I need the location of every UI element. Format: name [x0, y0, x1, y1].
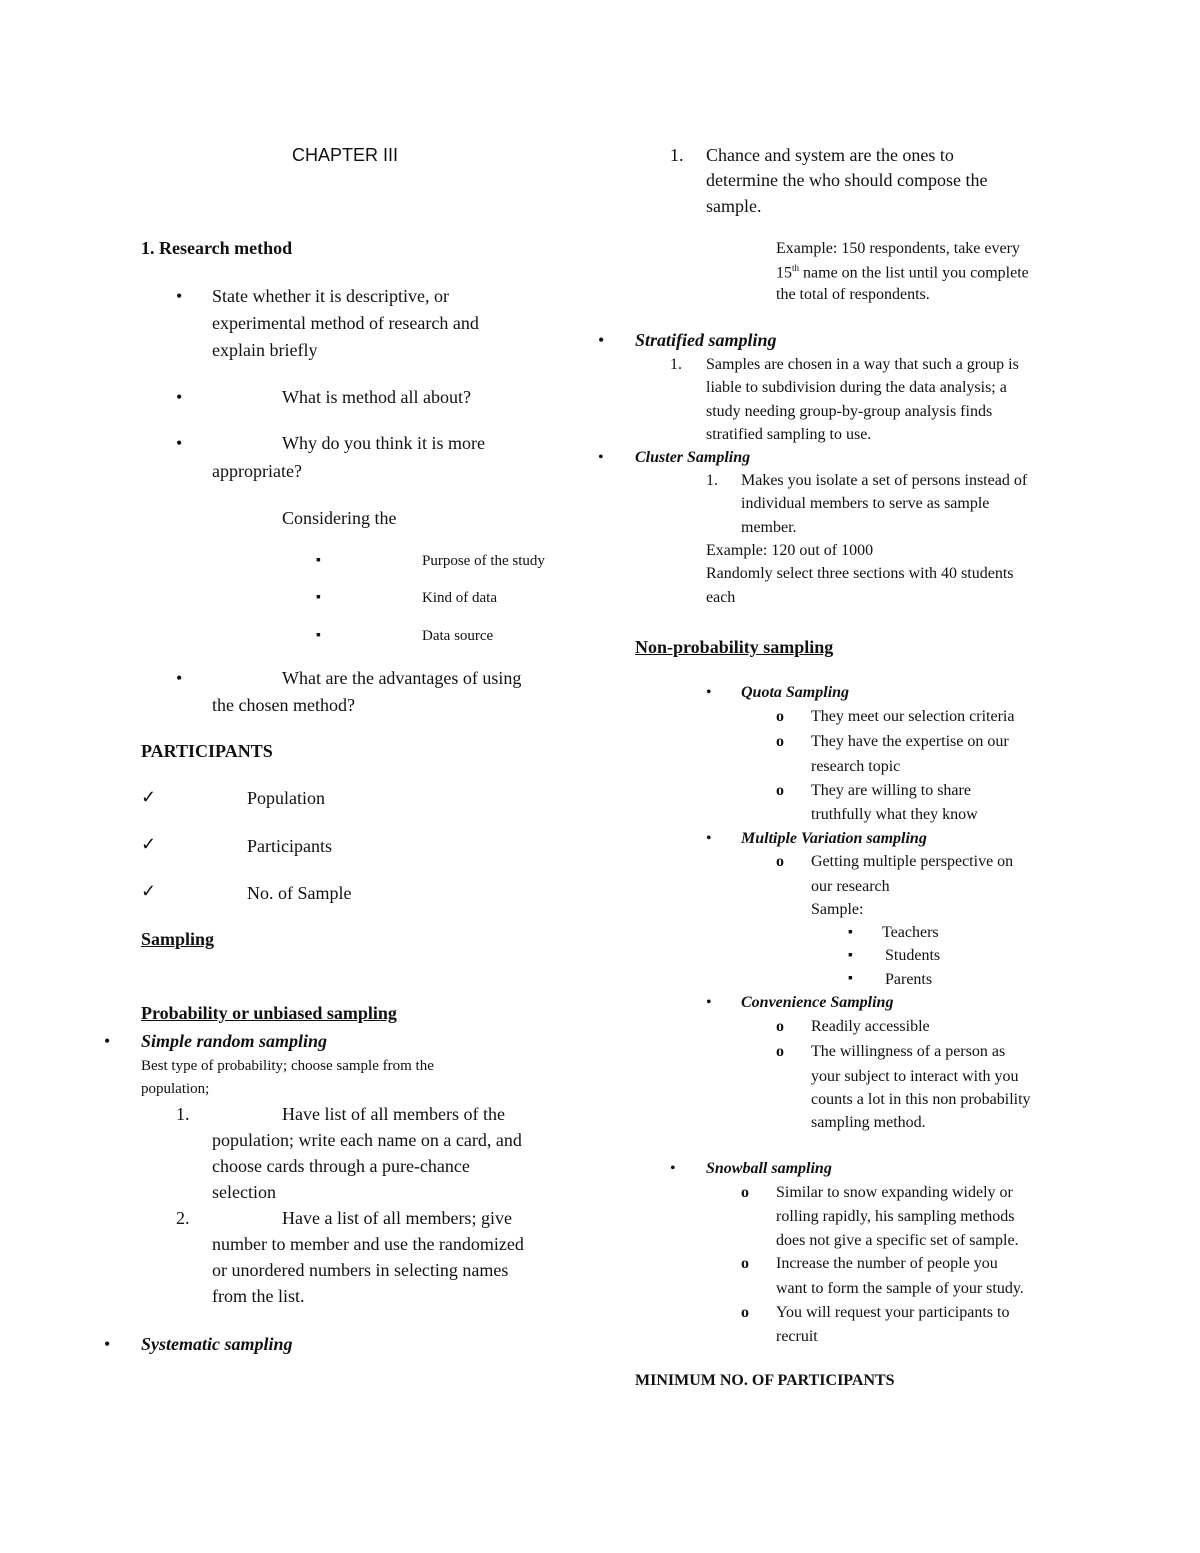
cluster-step-line-1: Makes you isolate a set of persons instead of	[741, 472, 1028, 489]
simple-random-title: Simple random sampling	[141, 1031, 328, 1051]
quota-item-2-line-2: research topic	[811, 758, 901, 775]
bullet-icon: •	[176, 433, 183, 453]
multiple-variation-title: Multiple Variation sampling	[741, 830, 927, 847]
cluster-step-line-3: member.	[741, 519, 797, 536]
small-bullet-icon: ▪	[316, 553, 321, 568]
small-bullet-icon: ▪	[848, 971, 853, 986]
bullet-icon: •	[176, 286, 183, 306]
srs-step-2-number: 2.	[176, 1208, 190, 1228]
circle-bullet-icon: o	[776, 708, 784, 725]
quota-item-1: They meet our selection criteria	[811, 708, 1015, 725]
strat-step-line-3: study needing group-by-group analysis finds	[706, 403, 993, 420]
srs-step-2-line-3: or unordered numbers in selecting names	[212, 1260, 509, 1280]
snow-item-1-line-1: Similar to snow expanding widely or	[776, 1184, 1013, 1201]
cluster-example-line-1: Example: 120 out of 1000	[706, 542, 874, 559]
small-bullet-icon: ▪	[316, 590, 321, 605]
nonprobability-heading: Non-probability sampling	[635, 637, 834, 657]
quota-title: Quota Sampling	[741, 684, 850, 701]
circle-bullet-icon: o	[776, 1018, 784, 1035]
conv-item-1: Readily accessible	[811, 1018, 930, 1035]
snowball-title: Snowball sampling	[706, 1160, 832, 1177]
rm-item-3-line-2: appropriate?	[212, 461, 302, 481]
bullet-icon: •	[706, 994, 712, 1011]
bullet-icon: •	[176, 668, 183, 688]
mv-item-1-line-2: our research	[811, 878, 890, 895]
systematic-title: Systematic sampling	[141, 1334, 293, 1354]
participants-item-1: Population	[247, 788, 326, 808]
circle-bullet-icon: o	[741, 1304, 749, 1321]
circle-bullet-icon: o	[776, 853, 784, 870]
bullet-icon: •	[104, 1334, 111, 1354]
mv-item-1-line-1: Getting multiple perspective on	[811, 853, 1014, 870]
circle-bullet-icon: o	[776, 782, 784, 799]
sys-example-line-3: the total of respondents.	[776, 286, 930, 303]
conv-item-2-line-4: sampling method.	[811, 1114, 926, 1131]
minimum-participants-heading: MINIMUM NO. OF PARTICIPANTS	[635, 1372, 895, 1389]
strat-step-line-2: liable to subdivision during the data analysis; a	[706, 379, 1007, 396]
circle-bullet-icon: o	[776, 1043, 784, 1060]
stratified-title: Stratified sampling	[635, 330, 777, 350]
participants-heading: PARTICIPANTS	[141, 741, 273, 761]
quota-item-3-line-1: They are willing to share	[811, 782, 971, 799]
considering-item-2: Kind of data	[422, 590, 497, 606]
sys-step-line-2: determine the who should compose the	[706, 170, 988, 190]
convenience-title: Convenience Sampling	[741, 994, 894, 1011]
small-bullet-icon: ▪	[848, 925, 853, 940]
cluster-step-number: 1.	[706, 472, 718, 489]
chapter-title: CHAPTER III	[292, 145, 399, 165]
srs-step-2-line-1: Have a list of all members; give	[282, 1208, 512, 1228]
srs-step-1-line-2: population; write each name on a card, and	[212, 1130, 522, 1150]
circle-bullet-icon: o	[776, 733, 784, 750]
considering-item-3: Data source	[422, 628, 494, 644]
rm-item-3-line-1: Why do you think it is more	[282, 433, 485, 453]
small-bullet-icon: ▪	[848, 948, 853, 963]
conv-item-2-line-2: your subject to interact with you	[811, 1068, 1019, 1085]
sys-example-line-1: Example: 150 respondents, take every	[776, 240, 1020, 257]
cluster-example-line-2: Randomly select three sections with 40 students	[706, 565, 1014, 582]
advantages-line-1: What are the advantages of using	[282, 668, 522, 688]
sys-step-line-3: sample.	[706, 196, 762, 216]
quota-item-3-line-2: truthfully what they know	[811, 806, 978, 823]
considering-label: Considering the	[282, 508, 397, 528]
srs-desc-line-1: Best type of probability; choose sample from the	[141, 1058, 434, 1074]
srs-step-1-line-3: choose cards through a pure-chance	[212, 1156, 470, 1176]
sys-example-line-2: 15th name on the list until you complete	[776, 263, 1029, 282]
advantages-line-2: the chosen method?	[212, 695, 355, 715]
participants-item-2: Participants	[247, 836, 332, 856]
cluster-step-line-2: individual members to serve as sample	[741, 495, 990, 512]
bullet-icon: •	[176, 387, 183, 407]
strat-step-line-1: Samples are chosen in a way that such a group is	[706, 356, 1019, 373]
bullet-icon: •	[598, 449, 604, 466]
considering-item-1: Purpose of the study	[422, 553, 545, 569]
bullet-icon: •	[706, 684, 712, 701]
sys-step-line-1: Chance and system are the ones to	[706, 145, 954, 165]
check-icon: ✓	[141, 881, 157, 901]
mv-sample-parents: Parents	[885, 971, 933, 988]
snow-item-2-line-2: want to form the sample of your study.	[776, 1280, 1024, 1297]
bullet-icon: •	[670, 1160, 676, 1177]
rm-item-1-line-1: State whether it is descriptive, or	[212, 286, 449, 306]
rm-item-2-line-1: What is method all about?	[282, 387, 471, 407]
bullet-icon: •	[598, 330, 605, 350]
circle-bullet-icon: o	[741, 1184, 749, 1201]
snow-item-1-line-2: rolling rapidly, his sampling methods	[776, 1208, 1015, 1225]
mv-sample-students: Students	[885, 947, 941, 964]
strat-step-number: 1.	[670, 356, 682, 373]
cluster-title: Cluster Sampling	[635, 449, 751, 466]
snow-item-3-line-2: recruit	[776, 1328, 818, 1345]
check-icon: ✓	[141, 787, 157, 807]
sys-step-number: 1.	[670, 145, 684, 165]
quota-item-2-line-1: They have the expertise on our	[811, 733, 1009, 750]
check-icon: ✓	[141, 834, 157, 854]
mv-sample-label: Sample:	[811, 901, 864, 918]
snow-item-2-line-1: Increase the number of people you	[776, 1255, 998, 1272]
srs-step-2-line-2: number to member and use the randomized	[212, 1234, 524, 1254]
srs-step-1-number: 1.	[176, 1104, 190, 1124]
conv-item-2-line-1: The willingness of a person as	[811, 1043, 1006, 1060]
bullet-icon: •	[104, 1031, 111, 1051]
conv-item-2-line-3: counts a lot in this non probability	[811, 1091, 1031, 1108]
circle-bullet-icon: o	[741, 1255, 749, 1272]
snow-item-3-line-1: You will request your participants to	[776, 1304, 1010, 1321]
srs-step-2-line-4: from the list.	[212, 1286, 305, 1306]
cluster-example-line-3: each	[706, 589, 736, 606]
srs-desc-line-2: population;	[141, 1081, 210, 1097]
participants-item-3: No. of Sample	[247, 883, 352, 903]
research-method-heading: 1. Research method	[141, 238, 293, 258]
srs-step-1-line-1: Have list of all members of the	[282, 1104, 505, 1124]
snow-item-1-line-3: does not give a specific set of sample.	[776, 1232, 1019, 1249]
rm-item-1-line-2: experimental method of research and	[212, 313, 479, 333]
probability-heading: Probability or unbiased sampling	[141, 1003, 397, 1023]
sampling-heading: Sampling	[141, 929, 215, 949]
bullet-icon: •	[706, 830, 712, 847]
small-bullet-icon: ▪	[316, 628, 321, 643]
mv-sample-teachers: Teachers	[882, 924, 939, 941]
rm-item-1-line-3: explain briefly	[212, 340, 318, 360]
strat-step-line-4: stratified sampling to use.	[706, 426, 872, 443]
srs-step-1-line-4: selection	[212, 1182, 276, 1202]
